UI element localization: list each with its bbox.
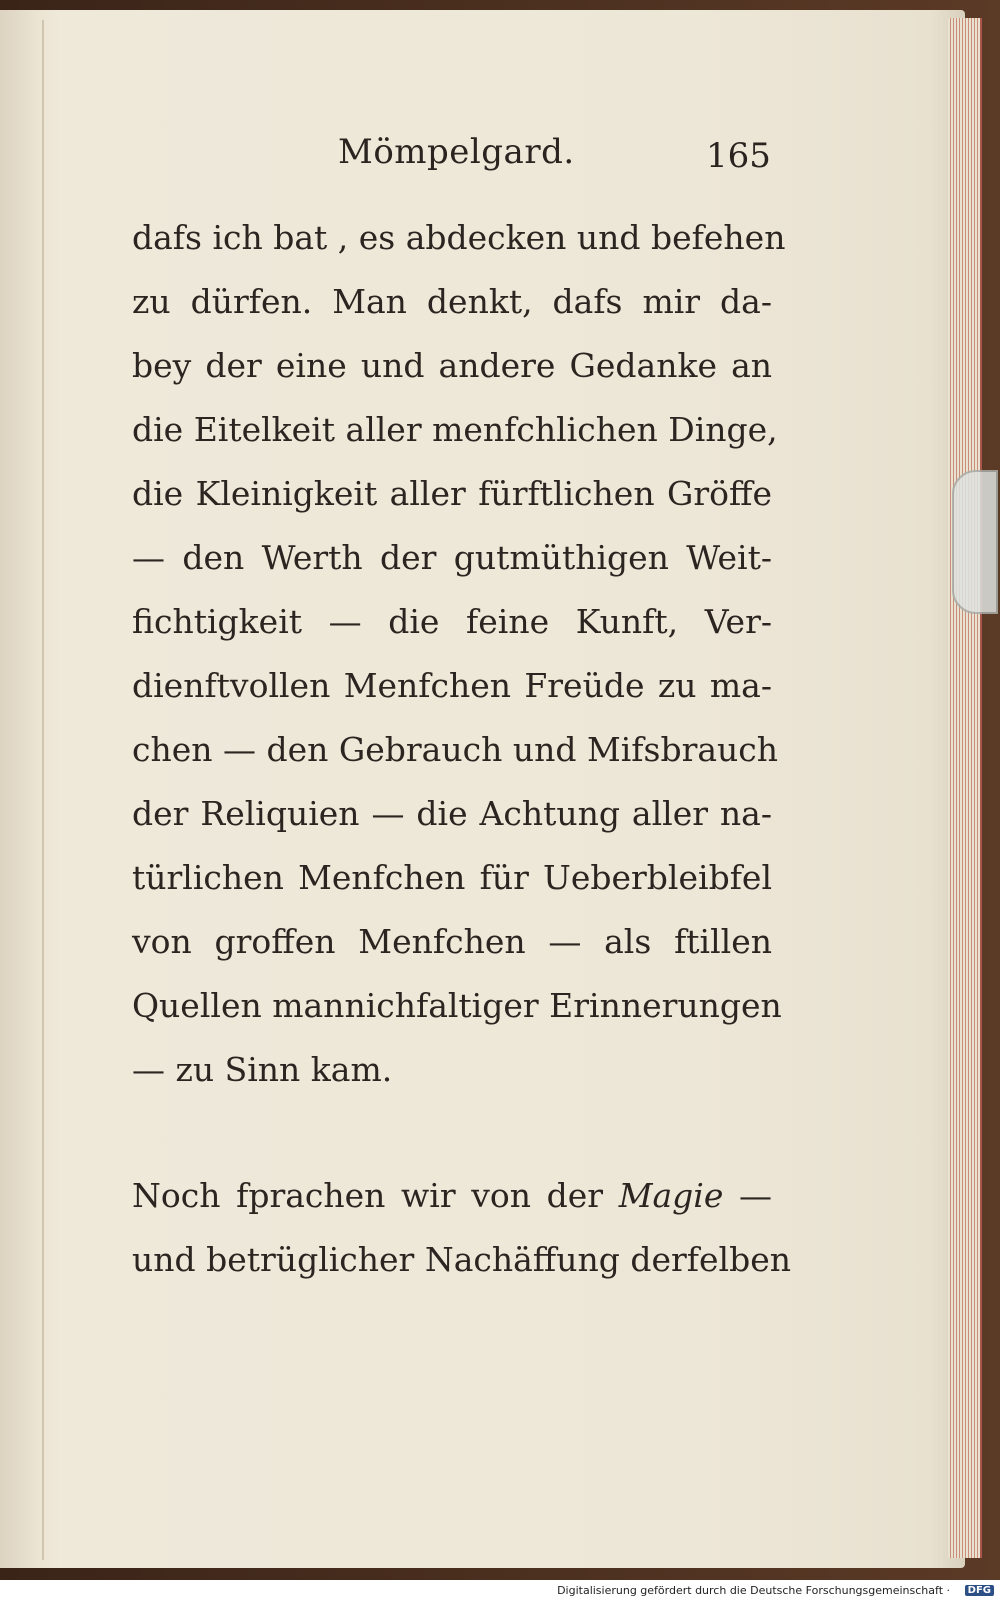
page-edges <box>948 18 982 1558</box>
text-line: Quellen mannichfaltiger Erinnerungen <box>132 986 782 1025</box>
text-line: die Kleinigkeit aller fürftlichen Gröffe <box>132 474 772 513</box>
text-line: chen — den Gebrauch und Mifsbrauch <box>132 730 779 769</box>
text-segment: — <box>723 1176 772 1215</box>
text-line <box>132 1164 772 1228</box>
paragraph-2 <box>132 1164 791 1292</box>
dfg-logo-icon: DFG <box>965 1585 994 1596</box>
text-line: und betrüglicher Nachäffung derfelben <box>132 1240 791 1279</box>
text-line: türlichen Menfchen für Ueberbleibfel <box>132 858 772 897</box>
page-header <box>0 128 1000 188</box>
bookmark-tab <box>952 470 998 614</box>
text-line: fichtigkeit — die feine Kunft, Ver- <box>132 602 772 641</box>
text-line: von groffen Menfchen — als ftillen <box>132 922 772 961</box>
digitization-footer <box>0 1580 1000 1604</box>
running-head: Mömpelgard. <box>338 132 575 172</box>
text-line: der Reliquien — die Achtung aller na- <box>132 794 772 833</box>
paragraph-1 <box>132 206 786 1102</box>
italic-word: Magie <box>618 1176 724 1215</box>
text-line: bey der eine und andere Gedanke an <box>132 346 772 385</box>
text-line: — den Werth der gutmüthigen Weit- <box>132 538 772 577</box>
text-line: die Eitelkeit aller menfchlichen Dinge, <box>132 410 778 449</box>
funding-credit: Digitalisierung gefördert durch die Deutsche Forschungsgemeinschaft · <box>557 1584 950 1597</box>
text-line: dafs ich bat , es abdecken und befehen <box>132 218 786 257</box>
page-number: 165 <box>706 136 771 176</box>
text-line: zu dürfen. Man denkt, dafs mir da- <box>132 282 772 321</box>
text-line: — zu Sinn kam. <box>132 1050 393 1089</box>
text-line: dienftvollen Menfchen Freüde zu ma- <box>132 666 772 705</box>
page-gutter-line <box>42 20 44 1560</box>
text-segment: Noch fprachen wir von der <box>132 1176 619 1215</box>
